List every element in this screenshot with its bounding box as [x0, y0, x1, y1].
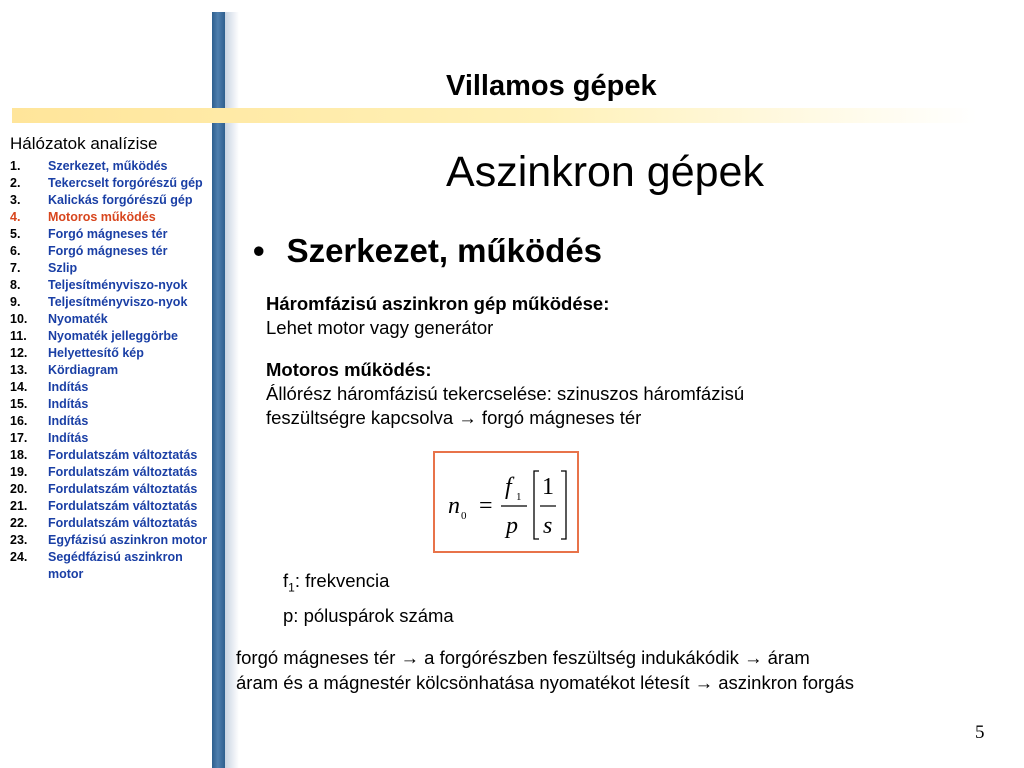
sidebar-toc	[10, 158, 210, 583]
bottom-line-2: áram és a mágnestér kölcsönhatása nyomatékot létesít → aszinkron forgás	[236, 672, 854, 693]
sidebar-item-label: Nyomaték	[48, 312, 108, 326]
sidebar-item-label: Helyettesítő kép	[48, 346, 144, 360]
sidebar-item[interactable]	[10, 328, 210, 345]
horizontal-accent-bar	[12, 108, 977, 123]
page-number: 5	[975, 722, 985, 743]
sidebar-item-number: 20.	[10, 482, 28, 496]
paragraph-1-text: Lehet motor vagy generátor	[266, 317, 494, 338]
legend-pole-pairs: p: póluspárok száma	[283, 605, 454, 626]
sidebar-item-number: 13.	[10, 363, 28, 377]
sidebar-item-label: Nyomaték jelleggörbe	[48, 329, 178, 343]
sidebar-item-number: 23.	[10, 533, 28, 547]
sidebar-item-label: Teljesítményviszo-nyok	[48, 278, 188, 292]
sidebar-item-number: 11.	[10, 329, 27, 343]
formula-graphic	[435, 453, 577, 551]
sidebar-item-number: 19.	[10, 465, 28, 479]
unit-denominator: s	[543, 513, 553, 539]
formula-box	[433, 451, 579, 553]
sidebar-item[interactable]	[10, 413, 210, 430]
paragraph-2-heading: Motoros működés:	[266, 359, 432, 380]
sidebar-item-number: 3.	[10, 193, 21, 207]
bullet-text: Szerkezet, működés	[286, 232, 603, 269]
sidebar-item-number: 2.	[10, 176, 21, 190]
sidebar-item-label: Motoros működés	[48, 210, 156, 224]
sidebar-item-label: Indítás	[48, 431, 89, 445]
sidebar-item-label: Segédfázisú aszinkron motor	[48, 550, 183, 581]
sidebar-item-number: 15.	[10, 397, 28, 411]
sidebar-item-label: Indítás	[48, 397, 89, 411]
sidebar-item[interactable]	[10, 464, 210, 481]
sidebar-item-number: 24.	[10, 550, 28, 564]
bottom-line-1: forgó mágneses tér → a forgórészben feszültség indukákódik → áram	[236, 647, 810, 668]
sidebar-item-label: Szlip	[48, 261, 78, 275]
formula-lhs: n	[448, 493, 460, 519]
sidebar-item-label: Fordulatszám változtatás	[48, 516, 198, 530]
sidebar-item-label: Fordulatszám változtatás	[48, 448, 198, 462]
sidebar-item-label: Fordulatszám változtatás	[48, 499, 198, 513]
paragraph-1-heading: Háromfázisú aszinkron gép működése:	[266, 293, 610, 314]
sidebar-item-label: Forgó mágneses tér	[48, 227, 168, 241]
sidebar-item-number: 12.	[10, 346, 28, 360]
sidebar-item-label: Fordulatszám változtatás	[48, 482, 198, 496]
formula-equals: =	[479, 493, 493, 519]
sidebar-item-number: 17.	[10, 431, 28, 445]
sidebar-item-number: 22.	[10, 516, 28, 530]
sidebar-item-label: Kalickás forgórészű gép	[48, 193, 193, 207]
sidebar-item-label: Forgó mágneses tér	[48, 244, 168, 258]
sidebar-item[interactable]	[10, 243, 210, 260]
legend-f-sub: 1	[288, 580, 295, 595]
sidebar-item-number: 9.	[10, 295, 21, 309]
right-bracket	[561, 471, 566, 539]
sidebar-item[interactable]	[10, 277, 210, 294]
sidebar-item-number: 18.	[10, 448, 28, 462]
sidebar-item[interactable]	[10, 498, 210, 515]
vertical-accent-bar	[212, 12, 225, 768]
legend-f-symbol: f	[283, 570, 289, 591]
sidebar-item-number: 8.	[10, 278, 21, 292]
paragraph-2-line-2: feszültségre kapcsolva → forgó mágneses tér	[266, 407, 642, 428]
sidebar-item[interactable]	[10, 311, 210, 328]
bullet-dot: •	[253, 232, 265, 269]
sidebar-item-number: 5.	[10, 227, 21, 241]
sidebar-item-number: 4.	[10, 210, 21, 224]
sidebar-item-label: Indítás	[48, 380, 89, 394]
formula-numerator-sub: 1	[516, 491, 522, 503]
sidebar-item-number: 6.	[10, 244, 21, 258]
left-bracket	[534, 471, 539, 539]
deck-title: Villamos gépek	[446, 70, 657, 102]
paragraph-1	[266, 292, 609, 340]
sidebar-item-number: 16.	[10, 414, 28, 428]
sidebar-item[interactable]	[10, 209, 210, 226]
legend-frequency	[283, 570, 389, 595]
legend-f-text: : frekvencia	[294, 570, 390, 591]
sidebar-item-label: Kördiagram	[48, 363, 119, 377]
sidebar-item-label: Egyfázisú aszinkron motor	[48, 533, 208, 547]
paragraph-2-line-1: Állórész háromfázisú tekercselése: szinuszos háromfázisú	[266, 383, 745, 404]
slide-title: Aszinkron gépek	[446, 148, 764, 196]
sidebar-item-number: 21.	[10, 499, 28, 513]
sidebar-item-number: 14.	[10, 380, 28, 394]
sidebar-item-number: 1.	[10, 159, 21, 173]
sidebar-item[interactable]	[10, 362, 210, 379]
sidebar-item-number: 7.	[10, 261, 21, 275]
formula-denominator: p	[506, 513, 518, 539]
sidebar-item[interactable]	[10, 515, 210, 532]
sidebar-item-label: Indítás	[48, 414, 89, 428]
paragraph-2	[266, 358, 744, 430]
sidebar-item[interactable]	[10, 260, 210, 277]
formula-lhs-sub: 0	[461, 510, 467, 522]
sidebar-heading: Hálózatok analízise	[10, 134, 158, 153]
sidebar-item-label: Teljesítményviszo-nyok	[48, 295, 188, 309]
sidebar-item-label: Tekercselt forgórészű gép	[48, 176, 203, 190]
sidebar-item-label: Fordulatszám változtatás	[48, 465, 198, 479]
sidebar-item[interactable]	[10, 532, 210, 549]
sidebar-item[interactable]	[10, 447, 210, 464]
sidebar-item[interactable]	[10, 345, 210, 362]
sidebar-item[interactable]	[10, 549, 210, 583]
sidebar-item[interactable]	[10, 396, 210, 413]
formula-numerator: f	[505, 474, 512, 500]
sidebar-item[interactable]	[10, 379, 210, 396]
main-bullet	[253, 232, 602, 270]
sidebar-item-label: Szerkezet, működés	[48, 159, 168, 173]
sidebar-item[interactable]	[10, 481, 210, 498]
sidebar-item[interactable]	[10, 226, 210, 243]
sidebar-item-number: 10.	[10, 312, 28, 326]
sidebar-item[interactable]	[10, 430, 210, 447]
unit-numerator: 1	[542, 474, 554, 500]
sidebar-item[interactable]	[10, 294, 210, 311]
